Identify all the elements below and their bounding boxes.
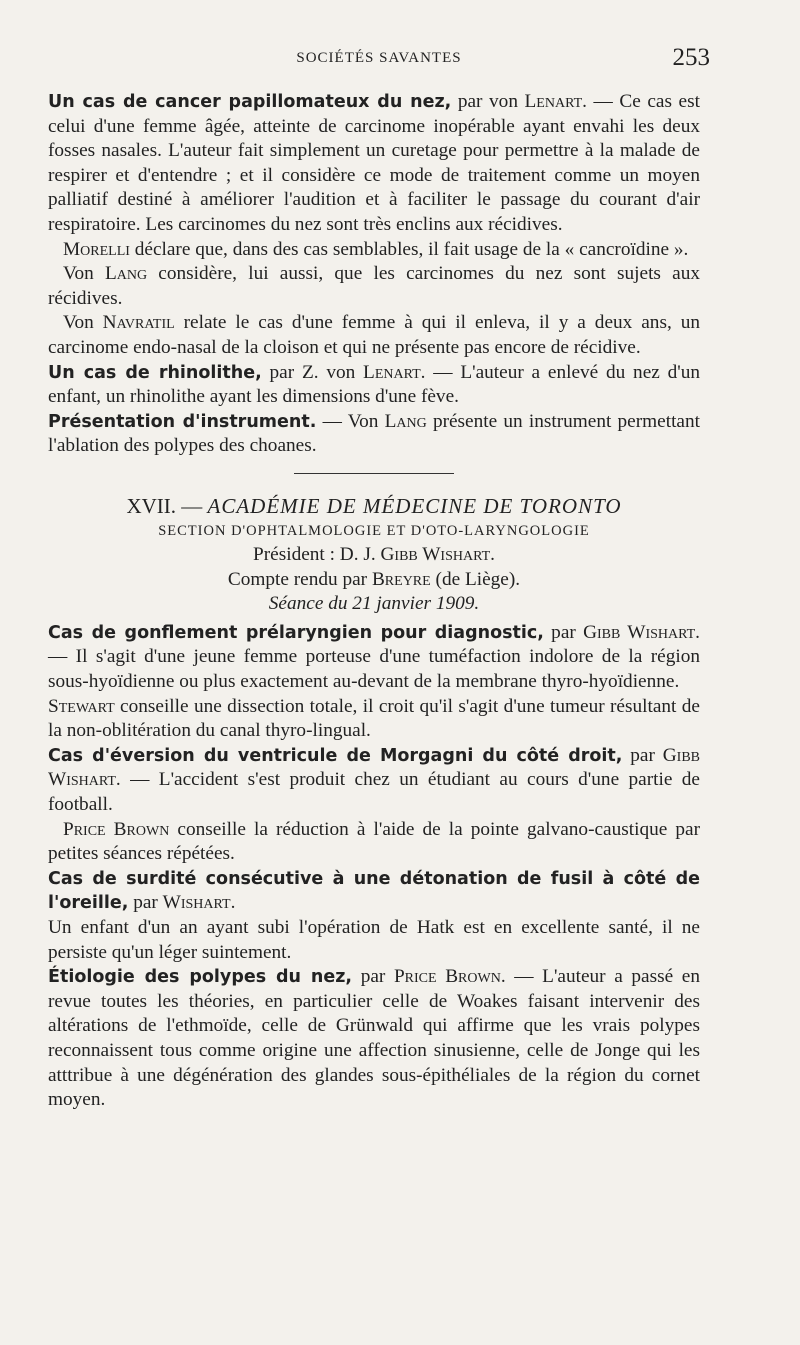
byline: par [128, 892, 163, 914]
running-head: SOCIÉTÉS SAVANTES [296, 50, 462, 66]
author-name: Navratil [102, 312, 175, 334]
paragraph-rhinolithe [48, 361, 700, 410]
paragraph-text: considère, lui aussi, que les carcinomes du nez sont sujets aux récidives. [48, 263, 700, 309]
paragraph-surdite [48, 867, 700, 916]
section-title [48, 494, 700, 519]
section-name: ACADÉMIE DE MÉDECINE DE TORONTO [207, 493, 622, 518]
byline: par Z. von [261, 361, 364, 383]
author-name: Price Brown [393, 966, 501, 988]
page-number: 253 [672, 44, 710, 71]
paragraph-text: conseille une dissection totale, il croit qu'il s'agit d'une tumeur résultant de la non-oblitération du canal thyro-lingual. [48, 695, 700, 742]
author-name: Lang [104, 263, 148, 285]
author-name: Lenart [524, 91, 583, 112]
page-header [48, 44, 710, 78]
article-title: Un cas de cancer papillomateux du nez, [48, 92, 452, 112]
article-title: Présentation d'instrument. [48, 411, 317, 432]
paragraph-text: . — L'accident s'est produit chez un étudiant au cours d'une partie de football. [48, 769, 700, 816]
paragraph-instrument [48, 410, 700, 459]
author-name: Lenart [363, 361, 421, 383]
president-name: Gibb Wishart [380, 544, 491, 566]
report-end: (de Liège). [430, 568, 521, 590]
author-name: Price Brown [63, 818, 170, 840]
paragraph-text: . — L'auteur a passé en revue toutes les théories, en particulier celle de Woakes faisant intervenir des altérations de l'ethmoïde, celle de Grünwald qui affirme que les vrais polypes reconnaissent tous comme origine une affection sinusienne, celle de Jonge qui les atttribue à une dégénération des glandes sous-épithéliales de la région du cornet moyen. [48, 966, 700, 1111]
author-prefix: Von [63, 312, 103, 334]
paragraph-text: . [230, 892, 236, 914]
paragraph-navratil [48, 311, 700, 360]
byline: par [352, 966, 394, 988]
article-title: Étiologie des polypes du nez, [48, 967, 353, 988]
author-name: Gibb Wishart [48, 744, 700, 791]
author-name: Wishart [162, 892, 231, 914]
president-line [48, 543, 700, 568]
paragraph-etiologie [48, 965, 700, 1113]
byline: — Von [316, 410, 385, 432]
section-number: XVII. — [126, 493, 208, 518]
paragraph-text: conseille la réduction à l'aide de la pointe galvano-caustique par petites séances répétées. [48, 818, 700, 865]
section-subtitle: SECTION D'OPHTALMOLOGIE ET D'OTO-LARYNGOLOGIE [158, 522, 590, 539]
seance-date: Séance du 21 janvier 1909. [268, 593, 480, 615]
byline: par [622, 744, 663, 766]
paragraph-enfant: Un enfant d'un an ayant subi l'opération de Hatk est en excellente santé, il ne persiste qu'un léger suintement. [48, 917, 700, 963]
section-divider [294, 473, 454, 474]
paragraph-text: . — Ce cas est celui d'une femme âgée, atteinte de carcinome inopérable ayant envahi les deux fosses nasales. L'auteur fait simplement un curetage pour permettre à la malade de respirer et d'entendre ; et il considère ce mode de traitement comme un moyen palliatif destiné à améliorer l'audition et à faciliter le passage du courant d'air respiratoire. Les carcinomes du nez sont très enclins aux récidives. [48, 91, 700, 235]
author-name: Morelli [63, 238, 130, 260]
report-line [48, 568, 700, 593]
paragraph-text: déclare que, dans des cas semblables, il fait usage de la « cancroïdine ». [129, 238, 689, 260]
paragraph-stewart [48, 695, 700, 744]
report-label: Compte rendu par [227, 568, 372, 590]
paragraph-eversion [48, 744, 700, 818]
report-author: Breyre [371, 568, 431, 590]
body-text [48, 90, 700, 1113]
president-end: . [490, 544, 495, 566]
author-name: Lang [384, 410, 427, 432]
author-name: Gibb Wishart [583, 621, 696, 643]
article-title: Un cas de rhinolithe, [48, 362, 262, 383]
paragraph-text: . — L'auteur a enlevé du nez d'un enfant, un rhinolithe ayant les dimensions d'une fève. [48, 361, 700, 408]
byline: par [543, 621, 584, 643]
paragraph-lang [48, 262, 700, 311]
article-title: Cas de surdité consécutive à une détonation de fusil à côté de l'oreille, [48, 868, 700, 914]
article-title: Cas de gonflement prélaryngien pour diagnostic, [48, 622, 544, 643]
president-label: Président : D. J. [253, 544, 381, 566]
paragraph-gonflement [48, 621, 700, 695]
paragraph-text: relate le cas d'une femme à qui il enleva, il y a deux ans, un carcinome endo-nasal de la cloison et qui ne présente pas encore de récidive. [48, 312, 700, 358]
paragraph-text: présente un instrument permettant l'ablation des polypes des choanes. [48, 410, 700, 457]
paragraph-price-brown [48, 818, 700, 867]
author-prefix: Von [63, 263, 105, 285]
paragraph-cancer-papillomateux [48, 90, 700, 238]
byline: par von [451, 91, 525, 112]
paragraph-text: . — Il s'agit d'une jeune femme porteuse d'une tuméfaction indolore de la région sous-hyoïdienne ou plus exactement au-devant de la membrane thyro-hyoïdienne. [48, 621, 700, 693]
author-name: Stewart [48, 695, 115, 717]
article-title: Cas d'éversion du ventricule de Morgagni du côté droit, [48, 745, 623, 766]
paragraph-morelli [48, 238, 700, 263]
